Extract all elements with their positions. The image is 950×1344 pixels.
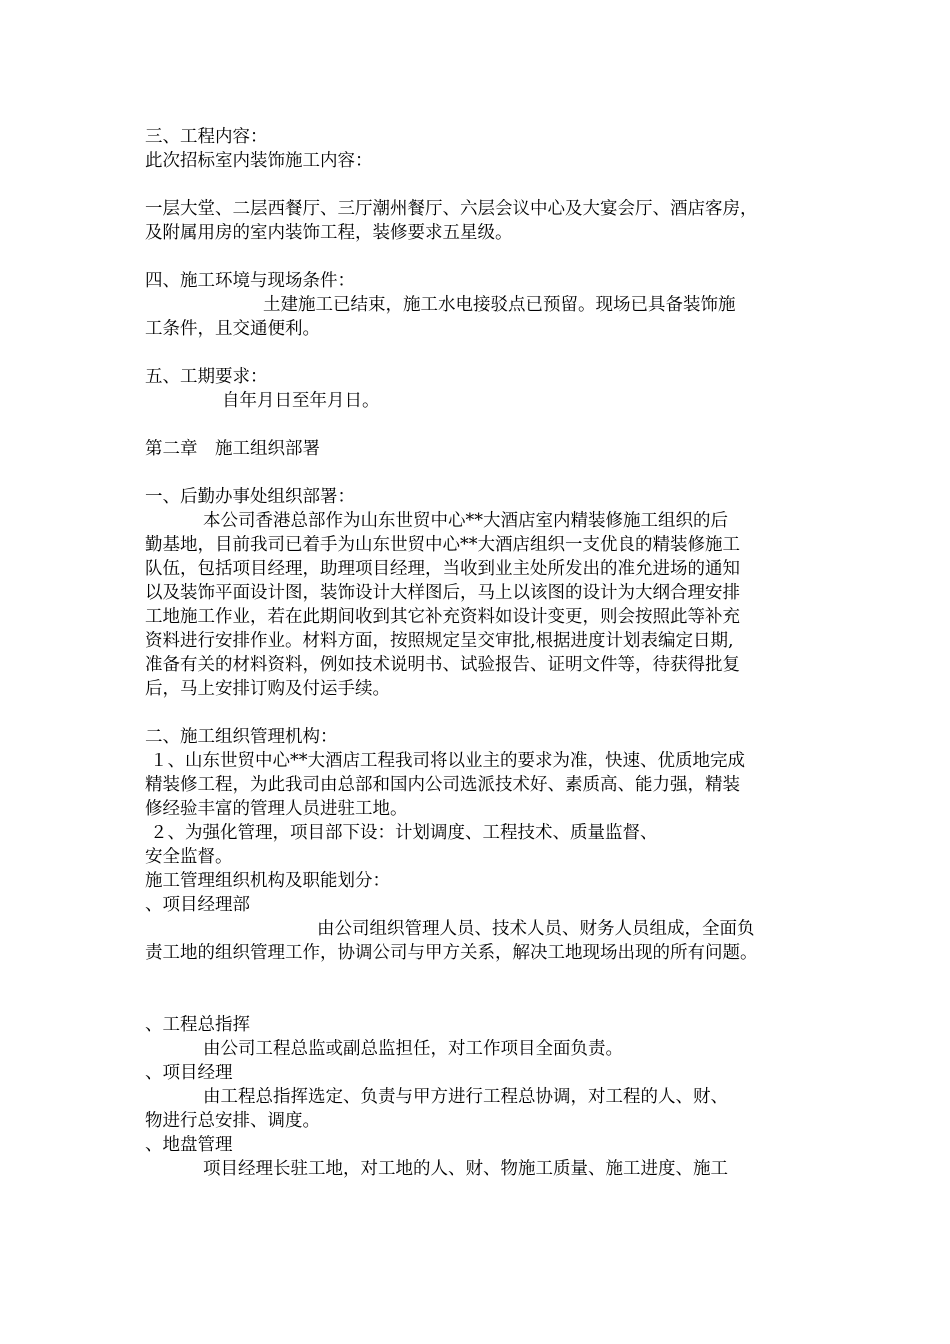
chapter-2-section-1-line: 本公司香港总部作为山东世贸中心**大酒店室内精装修施工组织的后: [203, 511, 728, 531]
section-3-body-line: 一层大堂、二层西餐厅、三厅潮州餐厅、六层会议中心及大宴会厅、酒店客房，: [145, 199, 758, 219]
org-item-project-dept-desc: 由公司组织管理人员、技术人员、财务人员组成，全面负: [317, 919, 755, 939]
spacer: [145, 341, 810, 365]
chapter-2-title: 第二章 施工组织部署: [145, 439, 320, 459]
chapter-2-section-1-line: 后，马上安排订购及付运手续。: [145, 679, 390, 699]
chapter-2-section-1-line: 工地施工作业，若在此期间收到其它补充资料如设计变更，则会按照此等补充: [145, 607, 740, 627]
chapter-2-section-2-heading: 二、施工组织管理机构：: [145, 727, 338, 747]
document-page: [145, 125, 810, 1181]
chapter-2-section-1-line: 队伍，包括项目经理，助理项目经理，当收到业主处所发出的准允进场的通知: [145, 559, 740, 579]
spacer: [145, 173, 810, 197]
section-4-body-line: 工条件，且交通便利。: [145, 319, 320, 339]
section-3-heading: 三、工程内容：: [145, 127, 268, 147]
chapter-2-section-1-heading: 一、后勤办事处组织部署：: [145, 487, 355, 507]
org-item-project-manager: 、项目经理: [145, 1063, 233, 1083]
org-item-site-management-desc: 项目经理长驻工地，对工地的人、财、物施工质量、施工进度、施工: [203, 1159, 728, 1179]
chapter-2-section-2-paragraph-1-line: １、山东世贸中心**大酒店工程我司将以业主的要求为准，快速、优质地完成: [150, 751, 745, 771]
section-4-body-line: 土建施工已结束，施工水电接驳点已预留。现场已具备装饰施: [263, 295, 736, 315]
chapter-2-section-2-paragraph-2-line: 安全监督。: [145, 847, 233, 867]
chapter-2-section-1-line: 勤基地，目前我司已着手为山东世贸中心**大酒店组织一支优良的精装修施工: [145, 535, 740, 555]
org-item-chief-commander: 、工程总指挥: [145, 1015, 250, 1035]
chapter-2-section-2-paragraph-1-line: 精装修工程，为此我司由总部和国内公司选派技术好、素质高、能力强，精装: [145, 775, 740, 795]
org-item-site-management: 、地盘管理: [145, 1135, 233, 1155]
org-item-chief-commander-desc: 由公司工程总监或副总监担任，对工作项目全面负责。: [203, 1039, 623, 1059]
section-3-intro: 此次招标室内装饰施工内容：: [145, 151, 373, 171]
org-item-project-manager-desc: 物进行总安排、调度。: [145, 1111, 320, 1131]
section-5-body: 自年月日至年月日。: [222, 391, 380, 411]
org-structure-heading: 施工管理组织机构及职能划分：: [145, 871, 390, 891]
section-5-heading: 五、工期要求：: [145, 367, 268, 387]
chapter-2-section-2-paragraph-2-line: ２、为强化管理，项目部下设：计划调度、工程技术、质量监督、: [150, 823, 658, 843]
org-item-project-manager-desc: 由工程总指挥选定、负责与甲方进行工程总协调，对工程的人、财、: [203, 1087, 728, 1107]
spacer: [145, 701, 810, 725]
section-4-heading: 四、施工环境与现场条件：: [145, 271, 355, 291]
chapter-2-section-1-line: 以及装饰平面设计图，装饰设计大样图后，马上以该图的设计为大纲合理安排: [145, 583, 740, 603]
chapter-2-section-1-line: 准备有关的材料资料，例如技术说明书、试验报告、证明文件等，待获得批复: [145, 655, 740, 675]
org-item-project-dept-desc: 责工地的组织管理工作，协调公司与甲方关系，解决工地现场出现的所有问题。: [145, 943, 758, 963]
spacer: [145, 245, 810, 269]
chapter-2-section-1-line: 资料进行安排作业。材料方面，按照规定呈交审批,根据进度计划表编定日期,: [145, 631, 734, 651]
org-item-project-dept: 、项目经理部: [145, 895, 250, 915]
chapter-2-section-2-paragraph-1-line: 修经验丰富的管理人员进驻工地。: [145, 799, 408, 819]
spacer: [145, 965, 810, 1013]
spacer: [145, 461, 810, 485]
section-3-body-line: 及附属用房的室内装饰工程，装修要求五星级。: [145, 223, 513, 243]
spacer: [145, 413, 810, 437]
